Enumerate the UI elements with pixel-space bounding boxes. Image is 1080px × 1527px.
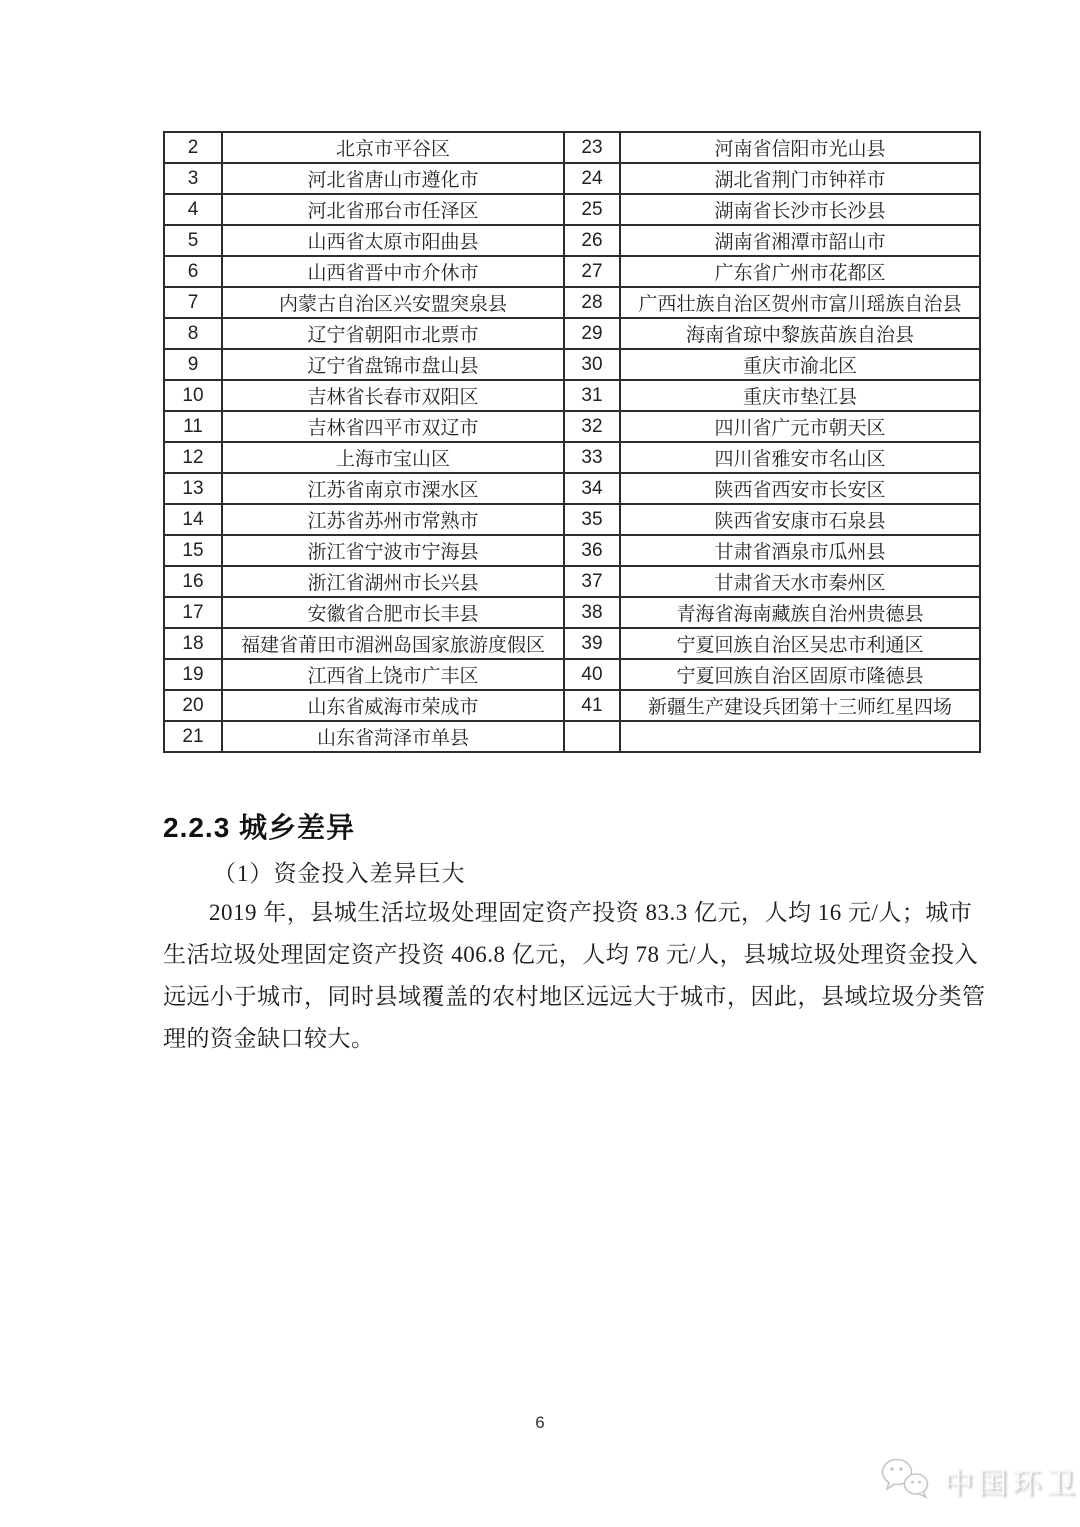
table-row	[164, 566, 980, 597]
table-row	[164, 597, 980, 628]
rank-cell: 24	[564, 163, 620, 194]
rank-cell: 2	[164, 132, 222, 163]
rank-cell: 15	[164, 535, 222, 566]
rank-cell: 17	[164, 597, 222, 628]
section-subheading: （1）资金投入差异巨大	[213, 861, 466, 886]
region-cell: 新疆生产建设兵团第十三师红星四场	[620, 690, 980, 721]
rank-cell: 21	[164, 721, 222, 752]
region-cell	[620, 721, 980, 752]
rank-cell: 7	[164, 287, 222, 318]
rank-cell: 16	[164, 566, 222, 597]
region-cell: 浙江省宁波市宁海县	[222, 535, 564, 566]
region-cell: 海南省琼中黎族苗族自治县	[620, 318, 980, 349]
region-cell: 甘肃省酒泉市瓜州县	[620, 535, 980, 566]
region-table-wrapper	[163, 131, 979, 753]
table-row	[164, 349, 980, 380]
rank-cell: 20	[164, 690, 222, 721]
rank-cell: 40	[564, 659, 620, 690]
rank-cell: 31	[564, 380, 620, 411]
rank-cell: 8	[164, 318, 222, 349]
rank-cell: 38	[564, 597, 620, 628]
table-row	[164, 411, 980, 442]
region-cell: 浙江省湖州市长兴县	[222, 566, 564, 597]
region-cell: 广东省广州市花都区	[620, 256, 980, 287]
rank-cell	[564, 721, 620, 752]
table-row	[164, 194, 980, 225]
rank-cell: 18	[164, 628, 222, 659]
region-cell: 吉林省四平市双辽市	[222, 411, 564, 442]
region-cell: 辽宁省朝阳市北票市	[222, 318, 564, 349]
region-cell: 山西省太原市阳曲县	[222, 225, 564, 256]
region-cell: 江西省上饶市广丰区	[222, 659, 564, 690]
rank-cell: 27	[564, 256, 620, 287]
region-cell: 陕西省西安市长安区	[620, 473, 980, 504]
region-cell: 四川省广元市朝天区	[620, 411, 980, 442]
rank-cell: 29	[564, 318, 620, 349]
rank-cell: 34	[564, 473, 620, 504]
table-row	[164, 535, 980, 566]
watermark-text: 中国环卫	[944, 1468, 1080, 1500]
region-cell: 内蒙古自治区兴安盟突泉县	[222, 287, 564, 318]
rank-cell: 32	[564, 411, 620, 442]
rank-cell: 39	[564, 628, 620, 659]
table-row	[164, 287, 980, 318]
page-number: 6	[535, 1413, 545, 1432]
region-cell: 山东省菏泽市单县	[222, 721, 564, 752]
table-row	[164, 721, 980, 752]
watermark	[880, 1456, 1080, 1507]
rank-cell: 36	[564, 535, 620, 566]
region-cell: 重庆市垫江县	[620, 380, 980, 411]
rank-cell: 14	[164, 504, 222, 535]
rank-cell: 26	[564, 225, 620, 256]
region-cell: 上海市宝山区	[222, 442, 564, 473]
region-cell: 福建省莆田市湄洲岛国家旅游度假区	[222, 628, 564, 659]
rank-cell: 35	[564, 504, 620, 535]
table-row	[164, 132, 980, 163]
paragraph-line: 远远小于城市，同时县域覆盖的农村地区远远大于城市，因此，县域垃圾分类管	[163, 984, 986, 1009]
table-row	[164, 504, 980, 535]
region-cell: 广西壮族自治区贺州市富川瑶族自治县	[620, 287, 980, 318]
region-cell: 宁夏回族自治区固原市隆德县	[620, 659, 980, 690]
region-cell: 山西省晋中市介休市	[222, 256, 564, 287]
rank-cell: 13	[164, 473, 222, 504]
paragraph-line: 理的资金缺口较大。	[163, 1026, 375, 1051]
section-paragraph	[163, 892, 986, 1060]
region-cell: 重庆市渝北区	[620, 349, 980, 380]
section-heading: 2.2.3 城乡差异	[163, 812, 356, 843]
region-cell: 四川省雅安市名山区	[620, 442, 980, 473]
rank-cell: 33	[564, 442, 620, 473]
region-ranking-table	[163, 131, 981, 753]
region-cell: 安徽省合肥市长丰县	[222, 597, 564, 628]
region-cell: 湖北省荆门市钟祥市	[620, 163, 980, 194]
table-row	[164, 163, 980, 194]
rank-cell: 25	[564, 194, 620, 225]
table-row	[164, 380, 980, 411]
region-cell: 北京市平谷区	[222, 132, 564, 163]
region-cell: 宁夏回族自治区吴忠市利通区	[620, 628, 980, 659]
rank-cell: 23	[564, 132, 620, 163]
region-cell: 山东省威海市荣成市	[222, 690, 564, 721]
table-row	[164, 690, 980, 721]
region-cell: 河北省邢台市任泽区	[222, 194, 564, 225]
wechat-icon	[880, 1456, 934, 1507]
table-row	[164, 473, 980, 504]
region-cell: 河北省唐山市遵化市	[222, 163, 564, 194]
paragraph-line: 2019 年，县城生活垃圾处理固定资产投资 83.3 亿元，人均 16 元/人；城市	[209, 900, 973, 925]
table-row	[164, 628, 980, 659]
rank-cell: 3	[164, 163, 222, 194]
rank-cell: 19	[164, 659, 222, 690]
region-cell: 湖南省湘潭市韶山市	[620, 225, 980, 256]
rank-cell: 9	[164, 349, 222, 380]
table-row	[164, 225, 980, 256]
region-cell: 青海省海南藏族自治州贵德县	[620, 597, 980, 628]
region-cell: 辽宁省盘锦市盘山县	[222, 349, 564, 380]
region-cell: 湖南省长沙市长沙县	[620, 194, 980, 225]
rank-cell: 6	[164, 256, 222, 287]
rank-cell: 37	[564, 566, 620, 597]
region-cell: 河南省信阳市光山县	[620, 132, 980, 163]
table-row	[164, 442, 980, 473]
region-cell: 江苏省苏州市常熟市	[222, 504, 564, 535]
rank-cell: 41	[564, 690, 620, 721]
table-row	[164, 256, 980, 287]
rank-cell: 30	[564, 349, 620, 380]
rank-cell: 5	[164, 225, 222, 256]
region-cell: 陕西省安康市石泉县	[620, 504, 980, 535]
rank-cell: 4	[164, 194, 222, 225]
table-row	[164, 318, 980, 349]
region-cell: 甘肃省天水市秦州区	[620, 566, 980, 597]
region-cell: 吉林省长春市双阳区	[222, 380, 564, 411]
table-row	[164, 659, 980, 690]
paragraph-line: 生活垃圾处理固定资产投资 406.8 亿元，人均 78 元/人，县城垃圾处理资金投入	[163, 942, 979, 967]
rank-cell: 28	[564, 287, 620, 318]
rank-cell: 10	[164, 380, 222, 411]
rank-cell: 11	[164, 411, 222, 442]
region-cell: 江苏省南京市溧水区	[222, 473, 564, 504]
rank-cell: 12	[164, 442, 222, 473]
